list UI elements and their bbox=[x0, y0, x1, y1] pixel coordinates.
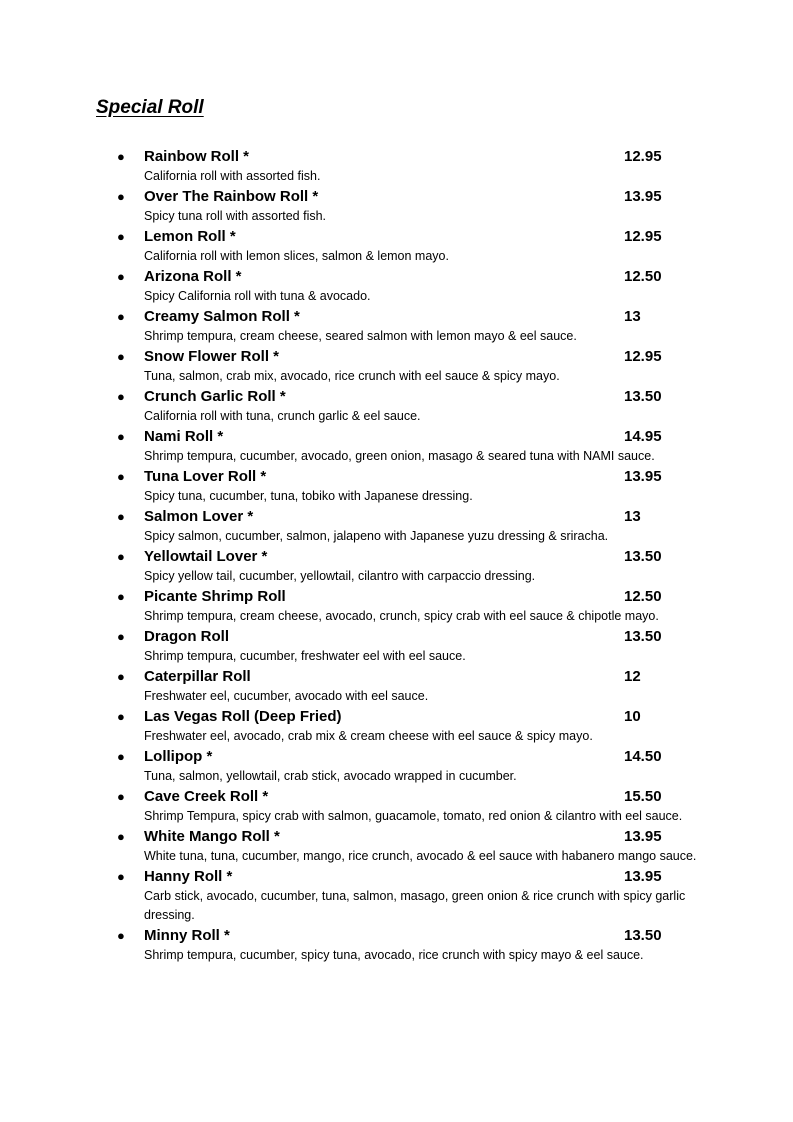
bullet-icon: ● bbox=[117, 469, 125, 484]
menu-item-description: Shrimp tempura, cucumber, spicy tuna, avocado, rice crunch with spicy mayo & eel sauce. bbox=[144, 948, 644, 962]
bullet-icon: ● bbox=[117, 669, 125, 684]
menu-item bbox=[0, 666, 793, 706]
menu-item-header bbox=[117, 146, 701, 167]
bullet-icon: ● bbox=[117, 629, 125, 644]
bullet-icon: ● bbox=[117, 829, 125, 844]
menu-item bbox=[0, 706, 793, 746]
bullet-icon: ● bbox=[117, 189, 125, 204]
bullet-icon: ● bbox=[117, 749, 125, 764]
menu-item-header bbox=[117, 925, 701, 946]
menu-item-price: 13.95 bbox=[624, 828, 662, 845]
bullet-icon: ● bbox=[117, 589, 125, 604]
bullet-icon: ● bbox=[117, 789, 125, 804]
menu-item-name: Creamy Salmon Roll * bbox=[144, 308, 300, 325]
menu-item-price: 12 bbox=[624, 668, 641, 685]
menu-item-description: Carb stick, avocado, cucumber, tuna, salmon, masago, green onion & rice crunch with spicy garlic dressing. bbox=[144, 889, 686, 922]
menu-item-description: Tuna, salmon, crab mix, avocado, rice crunch with eel sauce & spicy mayo. bbox=[144, 369, 560, 383]
menu-item-name: Snow Flower Roll * bbox=[144, 348, 280, 365]
menu-item-description: Shrimp Tempura, spicy crab with salmon, guacamole, tomato, red onion & cilantro with eel sauce. bbox=[144, 809, 683, 823]
menu-item-description: Freshwater eel, avocado, crab mix & cream cheese with eel sauce & spicy mayo. bbox=[144, 729, 593, 743]
menu-item-description: California roll with lemon slices, salmon & lemon mayo. bbox=[144, 249, 449, 263]
menu-item bbox=[0, 466, 793, 506]
menu-item-header bbox=[117, 546, 701, 567]
menu-item-header bbox=[117, 226, 701, 247]
menu-item bbox=[0, 586, 793, 626]
menu-item bbox=[0, 746, 793, 786]
bullet-icon: ● bbox=[117, 389, 125, 404]
menu-item-name: Lollipop * bbox=[144, 748, 213, 765]
menu-item-description: Shrimp tempura, cream cheese, avocado, crunch, spicy crab with eel sauce & chipotle mayo. bbox=[144, 609, 659, 623]
menu-item-price: 12.95 bbox=[624, 148, 662, 165]
menu-item-description: Tuna, salmon, yellowtail, crab stick, avocado wrapped in cucumber. bbox=[144, 769, 517, 783]
menu-item-price: 12.50 bbox=[624, 268, 662, 285]
menu-item-description: Spicy salmon, cucumber, salmon, jalapeno with Japanese yuzu dressing & sriracha. bbox=[144, 529, 609, 543]
menu-item-name: Tuna Lover Roll * bbox=[144, 468, 267, 485]
bullet-icon: ● bbox=[117, 869, 125, 884]
menu-item-name: Cave Creek Roll * bbox=[144, 788, 269, 805]
menu-item bbox=[0, 826, 793, 866]
menu-item-header bbox=[117, 826, 701, 847]
menu-item-name: Las Vegas Roll (Deep Fried) bbox=[144, 708, 342, 725]
bullet-icon: ● bbox=[117, 709, 125, 724]
menu-item-name: Hanny Roll * bbox=[144, 868, 233, 885]
bullet-icon: ● bbox=[117, 309, 125, 324]
bullet-icon: ● bbox=[117, 509, 125, 524]
menu-item-header bbox=[117, 746, 701, 767]
menu-item bbox=[0, 866, 793, 925]
menu-item-name: Lemon Roll * bbox=[144, 228, 236, 245]
menu-item-price: 13.95 bbox=[624, 468, 662, 485]
menu-item-name: Dragon Roll bbox=[144, 628, 229, 645]
menu-item-name: Minny Roll * bbox=[144, 927, 230, 944]
bullet-icon: ● bbox=[117, 269, 125, 284]
menu-item bbox=[0, 346, 793, 386]
section-title: Special Roll bbox=[96, 97, 204, 118]
menu-item-price: 13.95 bbox=[624, 188, 662, 205]
menu-item-price: 14.95 bbox=[624, 428, 662, 445]
menu-item-name: Yellowtail Lover * bbox=[144, 548, 268, 565]
menu-item-price: 10 bbox=[624, 708, 641, 725]
menu-item bbox=[0, 786, 793, 826]
menu-item-name: Over The Rainbow Roll * bbox=[144, 188, 319, 205]
bullet-icon: ● bbox=[117, 229, 125, 244]
menu-item-description: California roll with tuna, crunch garlic & eel sauce. bbox=[144, 409, 421, 423]
menu-item bbox=[0, 266, 793, 306]
menu-item-price: 13 bbox=[624, 508, 641, 525]
menu-item-price: 12.95 bbox=[624, 348, 662, 365]
menu-item-price: 13.50 bbox=[624, 548, 662, 565]
menu-item bbox=[0, 925, 793, 965]
menu-item bbox=[0, 506, 793, 546]
menu-item bbox=[0, 546, 793, 586]
menu-item-description: Shrimp tempura, cream cheese, seared salmon with lemon mayo & eel sauce. bbox=[144, 329, 577, 343]
menu-item bbox=[0, 146, 793, 186]
menu-item bbox=[0, 306, 793, 346]
menu-item bbox=[0, 186, 793, 226]
menu-item-header bbox=[117, 466, 701, 487]
menu-item-price: 12.95 bbox=[624, 228, 662, 245]
menu-item-header bbox=[117, 586, 701, 607]
menu-item-header bbox=[117, 866, 701, 887]
menu-item-description: Freshwater eel, cucumber, avocado with eel sauce. bbox=[144, 689, 429, 703]
bullet-icon: ● bbox=[117, 549, 125, 564]
menu-item-name: Salmon Lover * bbox=[144, 508, 254, 525]
menu-item-header bbox=[117, 266, 701, 287]
menu-item-name: Rainbow Roll * bbox=[144, 148, 249, 165]
menu-item-description: Spicy tuna roll with assorted fish. bbox=[144, 209, 327, 223]
menu-item-name: Arizona Roll * bbox=[144, 268, 242, 285]
menu-item bbox=[0, 426, 793, 466]
menu-item-header bbox=[117, 626, 701, 647]
menu-item-header bbox=[117, 666, 701, 687]
menu-item-header bbox=[117, 786, 701, 807]
menu-item-header bbox=[117, 186, 701, 207]
menu-item-header bbox=[117, 506, 701, 527]
menu-item-name: White Mango Roll * bbox=[144, 828, 280, 845]
menu-item-description: California roll with assorted fish. bbox=[144, 169, 321, 183]
menu-item-name: Crunch Garlic Roll * bbox=[144, 388, 286, 405]
menu-item-price: 12.50 bbox=[624, 588, 662, 605]
menu-item-header bbox=[117, 306, 701, 327]
menu-item-header bbox=[117, 426, 701, 447]
menu-item bbox=[0, 226, 793, 266]
menu-item-price: 13.50 bbox=[624, 927, 662, 944]
bullet-icon: ● bbox=[117, 149, 125, 164]
menu-item-price: 13.50 bbox=[624, 388, 662, 405]
menu-item-header bbox=[117, 706, 701, 727]
menu-item-header bbox=[117, 346, 701, 367]
bullet-icon: ● bbox=[117, 928, 125, 943]
menu-item-price: 15.50 bbox=[624, 788, 662, 805]
menu-item-name: Nami Roll * bbox=[144, 428, 224, 445]
bullet-icon: ● bbox=[117, 349, 125, 364]
menu-item-description: Shrimp tempura, cucumber, avocado, green onion, masago & seared tuna with NAMI sauce. bbox=[144, 449, 655, 463]
menu-item-name: Caterpillar Roll bbox=[144, 668, 251, 685]
menu-item-description: Shrimp tempura, cucumber, freshwater eel with eel sauce. bbox=[144, 649, 466, 663]
menu-item-price: 13.50 bbox=[624, 628, 662, 645]
menu-item-name: Picante Shrimp Roll bbox=[144, 588, 286, 605]
menu-item-price: 13 bbox=[624, 308, 641, 325]
menu-item-header bbox=[117, 386, 701, 407]
menu-item-description: White tuna, tuna, cucumber, mango, rice crunch, avocado & eel sauce with habanero mango sauce. bbox=[144, 849, 697, 863]
menu-item-description: Spicy California roll with tuna & avocado. bbox=[144, 289, 371, 303]
menu-item-description: Spicy yellow tail, cucumber, yellowtail, cilantro with carpaccio dressing. bbox=[144, 569, 536, 583]
bullet-icon: ● bbox=[117, 429, 125, 444]
menu-item bbox=[0, 626, 793, 666]
menu-item-description: Spicy tuna, cucumber, tuna, tobiko with Japanese dressing. bbox=[144, 489, 473, 503]
menu-list bbox=[0, 146, 793, 965]
menu-item-price: 13.95 bbox=[624, 868, 662, 885]
menu-item-price: 14.50 bbox=[624, 748, 662, 765]
menu-item bbox=[0, 386, 793, 426]
